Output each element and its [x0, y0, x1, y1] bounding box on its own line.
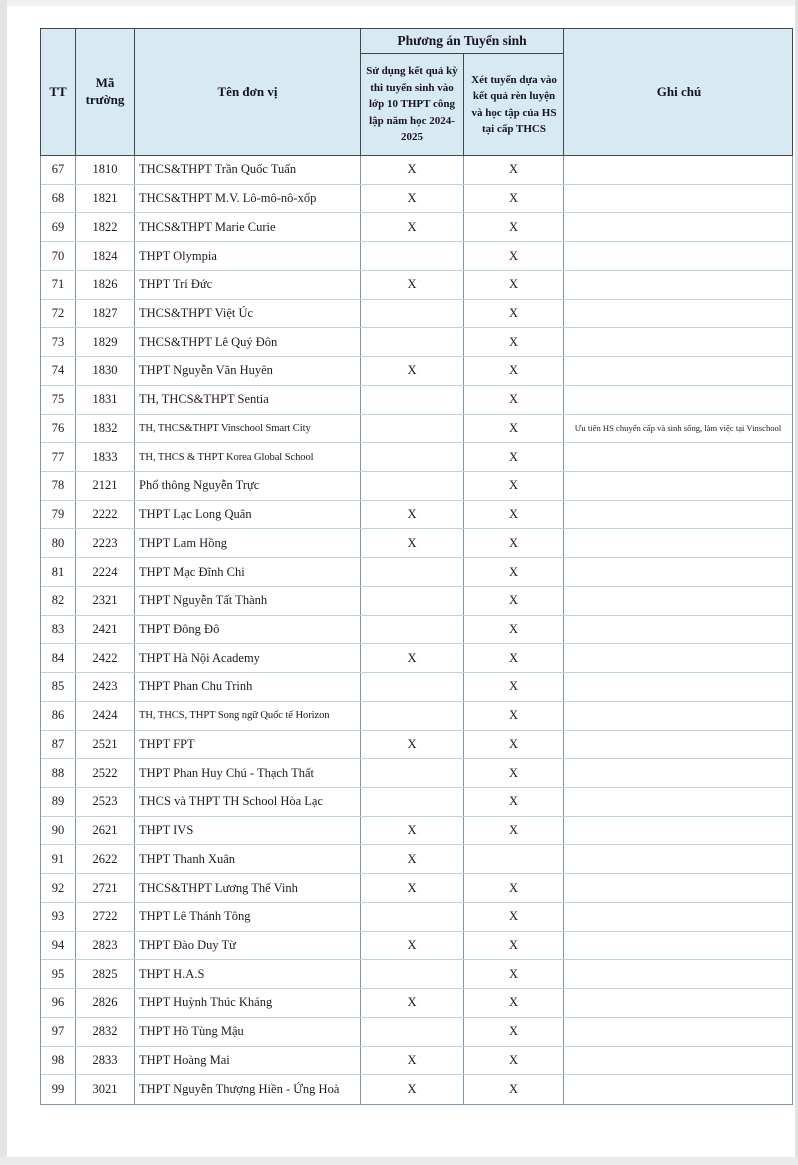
school-code: 2121: [76, 472, 135, 500]
table-row: [41, 558, 792, 587]
row-note: [564, 357, 792, 385]
row-number: 84: [41, 644, 76, 672]
mark-records: X: [464, 1075, 564, 1104]
school-name: THPT Nguyễn Thượng Hiền - Ứng Hoà: [135, 1075, 361, 1104]
school-code: 1833: [76, 443, 135, 471]
school-code: 2622: [76, 845, 135, 873]
mark-records: X: [464, 415, 564, 443]
row-number: 88: [41, 759, 76, 787]
mark-exam: X: [361, 213, 464, 241]
school-name: THPT Lê Thánh Tông: [135, 903, 361, 931]
mark-records: X: [464, 587, 564, 615]
mark-exam: [361, 759, 464, 787]
mark-exam: X: [361, 271, 464, 299]
school-code: 1827: [76, 300, 135, 328]
mark-exam: [361, 616, 464, 644]
row-number: 67: [41, 156, 76, 184]
table-row: [41, 386, 792, 415]
mark-exam: X: [361, 1047, 464, 1075]
row-note: [564, 300, 792, 328]
school-name: TH, THCS&THPT Sentia: [135, 386, 361, 414]
row-number: 82: [41, 587, 76, 615]
school-name: THPT Olympia: [135, 242, 361, 270]
school-code: 2833: [76, 1047, 135, 1075]
row-note: [564, 386, 792, 414]
school-code: 1829: [76, 328, 135, 356]
table-body: [40, 156, 793, 1105]
mark-exam: [361, 587, 464, 615]
table-row: [41, 817, 792, 846]
school-name: THPT Đào Duy Từ: [135, 932, 361, 960]
mark-records: X: [464, 1018, 564, 1046]
row-number: 93: [41, 903, 76, 931]
school-name: THPT Đông Đô: [135, 616, 361, 644]
mark-exam: X: [361, 644, 464, 672]
mark-records: X: [464, 300, 564, 328]
school-name: THPT Phan Chu Trinh: [135, 673, 361, 701]
mark-exam: X: [361, 874, 464, 902]
school-name: THCS&THPT M.V. Lô-mô-nô-xốp: [135, 185, 361, 213]
mark-records: X: [464, 817, 564, 845]
row-note: [564, 1047, 792, 1075]
mark-exam: X: [361, 989, 464, 1017]
header-method-records: Xét tuyển dựa vào kết quả rèn luyện và học tập của HS tại cấp THCS: [471, 73, 557, 135]
mark-exam: [361, 903, 464, 931]
row-note: [564, 788, 792, 816]
row-number: 81: [41, 558, 76, 586]
school-code: 1810: [76, 156, 135, 184]
header-admission-plan-group: Phương án Tuyển sinh: [361, 29, 564, 54]
row-number: 73: [41, 328, 76, 356]
school-code: 2823: [76, 932, 135, 960]
mark-exam: [361, 300, 464, 328]
mark-records: X: [464, 558, 564, 586]
school-name: THPT Huỳnh Thúc Kháng: [135, 989, 361, 1017]
school-code: 2825: [76, 960, 135, 988]
row-number: 69: [41, 213, 76, 241]
school-code: 2224: [76, 558, 135, 586]
mark-records: [464, 845, 564, 873]
row-number: 87: [41, 731, 76, 759]
header-tt: TT: [41, 29, 76, 155]
admission-methods-table: [40, 28, 793, 1105]
mark-exam: [361, 242, 464, 270]
row-note: [564, 156, 792, 184]
table-row: [41, 501, 792, 530]
mark-records: X: [464, 529, 564, 557]
school-code: 2722: [76, 903, 135, 931]
school-code: 1822: [76, 213, 135, 241]
school-code: 1824: [76, 242, 135, 270]
school-code: 2222: [76, 501, 135, 529]
table-row: [41, 1075, 792, 1104]
header-method-exam: Sử dụng kết quả kỳ thi tuyển sinh vào lớp 10 THPT công lập năm học 2024-2025: [361, 54, 464, 155]
row-note: [564, 1075, 792, 1104]
school-name: THCS&THPT Marie Curie: [135, 213, 361, 241]
row-note: [564, 616, 792, 644]
row-number: 80: [41, 529, 76, 557]
mark-records: X: [464, 357, 564, 385]
row-number: 92: [41, 874, 76, 902]
school-name: THPT Nguyễn Văn Huyên: [135, 357, 361, 385]
mark-records: X: [464, 1047, 564, 1075]
table-row: [41, 960, 792, 989]
row-note: [564, 874, 792, 902]
mark-records: X: [464, 903, 564, 931]
school-name: THPT Lạc Long Quân: [135, 501, 361, 529]
row-number: 83: [41, 616, 76, 644]
mark-records: X: [464, 185, 564, 213]
mark-records: X: [464, 386, 564, 414]
row-number: 91: [41, 845, 76, 873]
school-code: 2621: [76, 817, 135, 845]
row-note: [564, 443, 792, 471]
school-name: THPT FPT: [135, 731, 361, 759]
school-name: THPT Lam Hồng: [135, 529, 361, 557]
row-number: 86: [41, 702, 76, 730]
row-number: 94: [41, 932, 76, 960]
mark-exam: [361, 328, 464, 356]
row-note: [564, 472, 792, 500]
school-name: THPT Trí Đức: [135, 271, 361, 299]
mark-exam: X: [361, 357, 464, 385]
row-number: 95: [41, 960, 76, 988]
table-row: [41, 759, 792, 788]
mark-records: X: [464, 213, 564, 241]
row-number: 72: [41, 300, 76, 328]
school-code: 2422: [76, 644, 135, 672]
row-note: [564, 587, 792, 615]
school-code: 2223: [76, 529, 135, 557]
mark-records: X: [464, 932, 564, 960]
school-name: TH, THCS&THPT Vinschool Smart City: [135, 415, 361, 443]
mark-exam: X: [361, 185, 464, 213]
school-name: TH, THCS & THPT Korea Global School: [135, 443, 361, 471]
table-row: [41, 529, 792, 558]
school-name: THPT IVS: [135, 817, 361, 845]
school-code: 2423: [76, 673, 135, 701]
page-edge-top: [0, 0, 798, 6]
mark-records: X: [464, 788, 564, 816]
row-note: [564, 242, 792, 270]
header-admission-methods: [361, 54, 564, 155]
table-row: [41, 357, 792, 386]
table-row: [41, 242, 792, 271]
school-name: THPT Hà Nội Academy: [135, 644, 361, 672]
row-note: [564, 845, 792, 873]
table-header: [40, 28, 793, 156]
row-note: [564, 960, 792, 988]
row-note: [564, 328, 792, 356]
row-note: [564, 501, 792, 529]
school-name: THCS&THPT Việt Úc: [135, 300, 361, 328]
header-school-code: Mã trường: [76, 29, 135, 155]
row-note: [564, 673, 792, 701]
mark-records: X: [464, 731, 564, 759]
mark-records: X: [464, 759, 564, 787]
row-number: 75: [41, 386, 76, 414]
page-edge-bottom: [0, 1157, 798, 1165]
school-code: 1821: [76, 185, 135, 213]
table-row: [41, 443, 792, 472]
row-note: [564, 644, 792, 672]
mark-exam: X: [361, 932, 464, 960]
mark-exam: [361, 702, 464, 730]
school-code: 2321: [76, 587, 135, 615]
mark-exam: X: [361, 1075, 464, 1104]
mark-exam: [361, 386, 464, 414]
row-note: [564, 817, 792, 845]
school-name: TH, THCS, THPT Song ngữ Quốc tế Horizon: [135, 702, 361, 730]
school-name: THCS&THPT Trần Quốc Tuấn: [135, 156, 361, 184]
table-row: [41, 328, 792, 357]
mark-records: X: [464, 644, 564, 672]
mark-records: X: [464, 271, 564, 299]
page-edge-left: [0, 0, 7, 1165]
mark-exam: [361, 1018, 464, 1046]
school-code: 2721: [76, 874, 135, 902]
mark-exam: [361, 673, 464, 701]
mark-exam: [361, 788, 464, 816]
mark-records: X: [464, 242, 564, 270]
mark-exam: X: [361, 817, 464, 845]
mark-exam: X: [361, 501, 464, 529]
table-row: [41, 845, 792, 874]
table-row: [41, 472, 792, 501]
mark-records: X: [464, 156, 564, 184]
mark-records: X: [464, 960, 564, 988]
row-note: [564, 185, 792, 213]
table-row: [41, 271, 792, 300]
school-name: THPT Hoàng Mai: [135, 1047, 361, 1075]
school-name: THCS và THPT TH School Hòa Lạc: [135, 788, 361, 816]
table-row: [41, 673, 792, 702]
school-name: THPT Thanh Xuân: [135, 845, 361, 873]
row-number: 74: [41, 357, 76, 385]
school-code: 2832: [76, 1018, 135, 1046]
row-number: 85: [41, 673, 76, 701]
row-note: [564, 903, 792, 931]
school-code: 2522: [76, 759, 135, 787]
row-note: [564, 702, 792, 730]
row-note: [564, 731, 792, 759]
school-name: THPT Hồ Tùng Mậu: [135, 1018, 361, 1046]
mark-records: X: [464, 874, 564, 902]
header-notes: Ghi chú: [656, 83, 702, 99]
mark-records: X: [464, 443, 564, 471]
table-row: [41, 874, 792, 903]
table-row: [41, 213, 792, 242]
table-row: [41, 788, 792, 817]
school-code: 2521: [76, 731, 135, 759]
row-number: 90: [41, 817, 76, 845]
table-row: [41, 300, 792, 329]
mark-records: X: [464, 501, 564, 529]
table-row: [41, 644, 792, 673]
table-row: [41, 156, 792, 185]
table-row: [41, 185, 792, 214]
row-number: 99: [41, 1075, 76, 1104]
mark-exam: X: [361, 529, 464, 557]
row-note: [564, 1018, 792, 1046]
row-number: 71: [41, 271, 76, 299]
school-code: 1826: [76, 271, 135, 299]
row-note: [564, 932, 792, 960]
school-code: 2523: [76, 788, 135, 816]
row-note: [564, 529, 792, 557]
table-row: [41, 903, 792, 932]
school-code: 1831: [76, 386, 135, 414]
row-note: [564, 213, 792, 241]
row-note: [564, 989, 792, 1017]
school-code: 1832: [76, 415, 135, 443]
row-number: 78: [41, 472, 76, 500]
row-number: 76: [41, 415, 76, 443]
table-row: [41, 731, 792, 760]
table-row: [41, 702, 792, 731]
mark-exam: [361, 960, 464, 988]
school-code: 2826: [76, 989, 135, 1017]
school-name: THPT Mạc Đĩnh Chi: [135, 558, 361, 586]
table-row: [41, 932, 792, 961]
row-note: Ưu tiên HS chuyển cấp và sinh sống, làm việc tại Vinschool: [574, 422, 782, 433]
mark-exam: X: [361, 731, 464, 759]
row-number: 98: [41, 1047, 76, 1075]
school-name: THCS&THPT Lê Quý Đôn: [135, 328, 361, 356]
school-code: 3021: [76, 1075, 135, 1104]
school-code: 2421: [76, 616, 135, 644]
row-number: 77: [41, 443, 76, 471]
mark-exam: [361, 558, 464, 586]
school-code: 2424: [76, 702, 135, 730]
mark-records: X: [464, 989, 564, 1017]
table-row: [41, 415, 792, 444]
mark-records: X: [464, 673, 564, 701]
row-number: 79: [41, 501, 76, 529]
table-row: [41, 587, 792, 616]
mark-exam: [361, 415, 464, 443]
mark-records: X: [464, 616, 564, 644]
row-number: 96: [41, 989, 76, 1017]
row-note: [564, 271, 792, 299]
row-note: [564, 759, 792, 787]
school-name: THCS&THPT Lương Thế Vinh: [135, 874, 361, 902]
row-number: 97: [41, 1018, 76, 1046]
row-note: [564, 558, 792, 586]
table-row: [41, 989, 792, 1018]
table-row: [41, 1047, 792, 1076]
mark-records: X: [464, 472, 564, 500]
row-number: 70: [41, 242, 76, 270]
school-code: 1830: [76, 357, 135, 385]
school-name: THPT H.A.S: [135, 960, 361, 988]
row-number: 89: [41, 788, 76, 816]
school-name: THPT Phan Huy Chú - Thạch Thất: [135, 759, 361, 787]
mark-exam: X: [361, 156, 464, 184]
table-row: [41, 616, 792, 645]
mark-exam: [361, 443, 464, 471]
mark-exam: X: [361, 845, 464, 873]
mark-exam: [361, 472, 464, 500]
header-unit-name: Tên đơn vị: [135, 29, 361, 155]
mark-records: X: [464, 702, 564, 730]
school-name: THPT Nguyễn Tất Thành: [135, 587, 361, 615]
table-row: [41, 1018, 792, 1047]
row-number: 68: [41, 185, 76, 213]
school-name: Phổ thông Nguyễn Trực: [135, 472, 361, 500]
mark-records: X: [464, 328, 564, 356]
